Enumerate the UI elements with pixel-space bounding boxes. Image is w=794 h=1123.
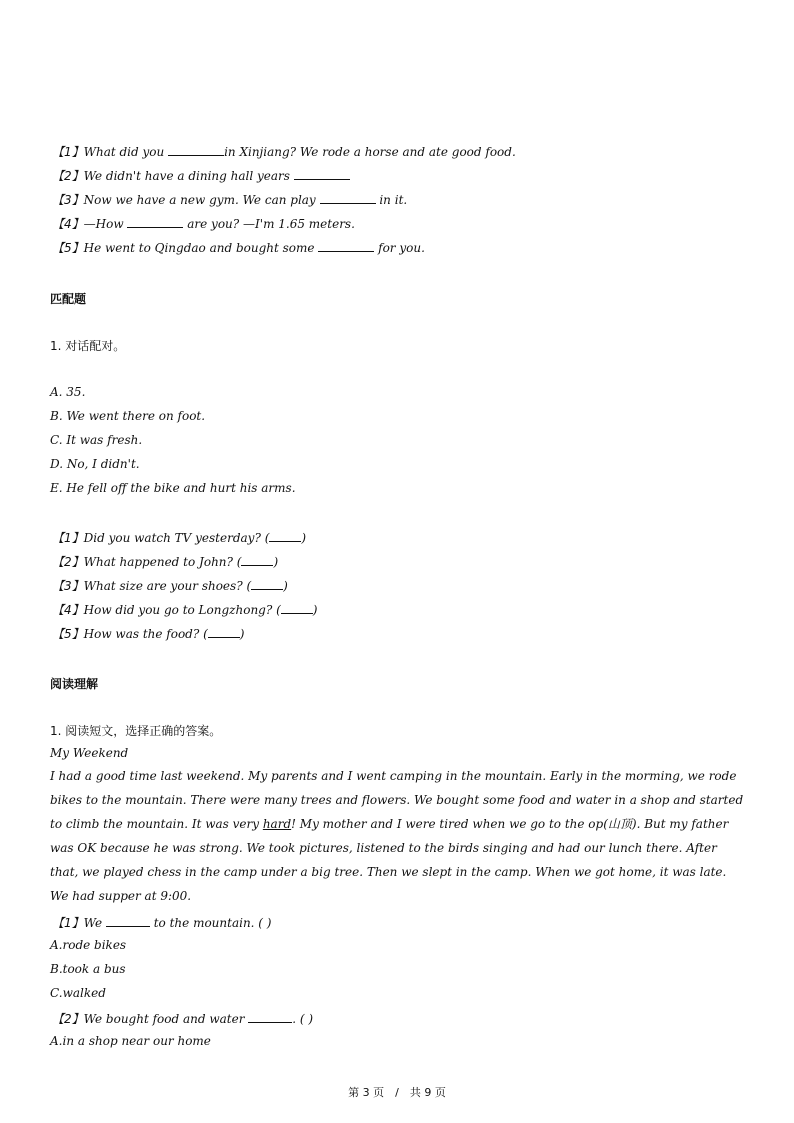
answer-option-b[interactable]: B.took a bus <box>50 962 126 976</box>
page-footer: 第 3 页 / 共 9 页 <box>348 1086 446 1099</box>
passage-title: My Weekend <box>50 746 129 760</box>
reading-question-1: 【1】We to the mountain. ( ) <box>52 916 272 930</box>
answer-blank[interactable] <box>127 216 183 228</box>
reading-question-2: 【2】We bought food and water . ( ) <box>52 1012 314 1026</box>
match-question-4: 【4】How did you go to Longzhong? ( ) <box>52 603 318 617</box>
question-number: 【4】 <box>52 603 84 617</box>
question-number: 【2】 <box>52 1012 84 1026</box>
question-number: 【3】 <box>52 579 84 593</box>
answer-blank[interactable] <box>281 602 313 614</box>
question-number: 【4】 <box>52 217 84 231</box>
answer-blank[interactable] <box>248 1011 292 1023</box>
match-question-3: 【3】What size are your shoes? ( ) <box>52 579 288 593</box>
question-number: 【2】 <box>52 169 84 183</box>
fill-question-1: 【1】What did you in Xinjiang? We rode a horse and ate good food. <box>52 145 516 159</box>
match-option-b: B. We went there on foot. <box>50 409 206 423</box>
match-question-5: 【5】How was the food? ( ) <box>52 627 245 641</box>
answer-option-a[interactable]: A.rode bikes <box>50 938 127 952</box>
answer-blank[interactable] <box>320 192 376 204</box>
fill-question-5: 【5】He went to Qingdao and bought some for you. <box>52 241 425 255</box>
match-option-c: C. It was fresh. <box>50 433 143 447</box>
match-question-1: 【1】Did you watch TV yesterday? ( ) <box>52 531 307 545</box>
question-number: 【2】 <box>52 555 84 569</box>
question-number: 【1】 <box>52 916 84 930</box>
match-option-e: E. He fell off the bike and hurt his arms. <box>50 481 296 495</box>
section-heading-reading: 阅读理解 <box>50 677 99 691</box>
fill-question-4: 【4】—How are you? —I'm 1.65 meters. <box>52 217 355 231</box>
answer-blank[interactable] <box>269 530 301 542</box>
answer-option-c[interactable]: C.walked <box>50 986 106 1000</box>
fill-question-2: 【2】We didn't have a dining hall years <box>52 167 350 184</box>
match-question-2: 【2】What happened to John? ( ) <box>52 555 279 569</box>
reading-task: 1. 阅读短文，选择正确的答案。 <box>50 724 222 738</box>
fill-question-3: 【3】Now we have a new gym. We can play in it. <box>52 193 408 207</box>
match-option-d: D. No, I didn't. <box>50 457 140 471</box>
question-number: 【3】 <box>52 193 84 207</box>
question-number: 【5】 <box>52 627 84 641</box>
match-option-a: A. 35. <box>50 385 86 399</box>
question-number: 【1】 <box>52 145 84 159</box>
reading-passage: I had a good time last weekend. My parents and I went camping in the mountain. Early in the morming, we rode bikes to the mountain. There were many trees and flowers. We bought some food and water in a shop and started to climb the mountain. It was very hard! My mother and I were tired when we go to the op(山顶). But my father was OK because he was strong. We took pictures, listened to the birds singing and had our lunch there. After that, we played chess in the camp under a big tree. Then we slept in the camp. When we got home, it was late. We had supper at 9:00. <box>50 769 744 903</box>
answer-option-a[interactable]: A.in a shop near our home <box>50 1034 211 1048</box>
answer-blank[interactable] <box>106 915 150 927</box>
answer-blank[interactable] <box>241 554 273 566</box>
question-number: 【1】 <box>52 531 84 545</box>
matching-task: 1. 对话配对。 <box>50 339 126 353</box>
question-number: 【5】 <box>52 241 84 255</box>
answer-blank[interactable] <box>168 144 224 156</box>
section-heading-matching: 匹配题 <box>50 292 87 306</box>
answer-blank[interactable] <box>208 626 240 638</box>
answer-blank[interactable] <box>294 168 350 180</box>
answer-blank[interactable] <box>318 240 374 252</box>
underlined-word: hard <box>262 817 292 831</box>
answer-blank[interactable] <box>251 578 283 590</box>
